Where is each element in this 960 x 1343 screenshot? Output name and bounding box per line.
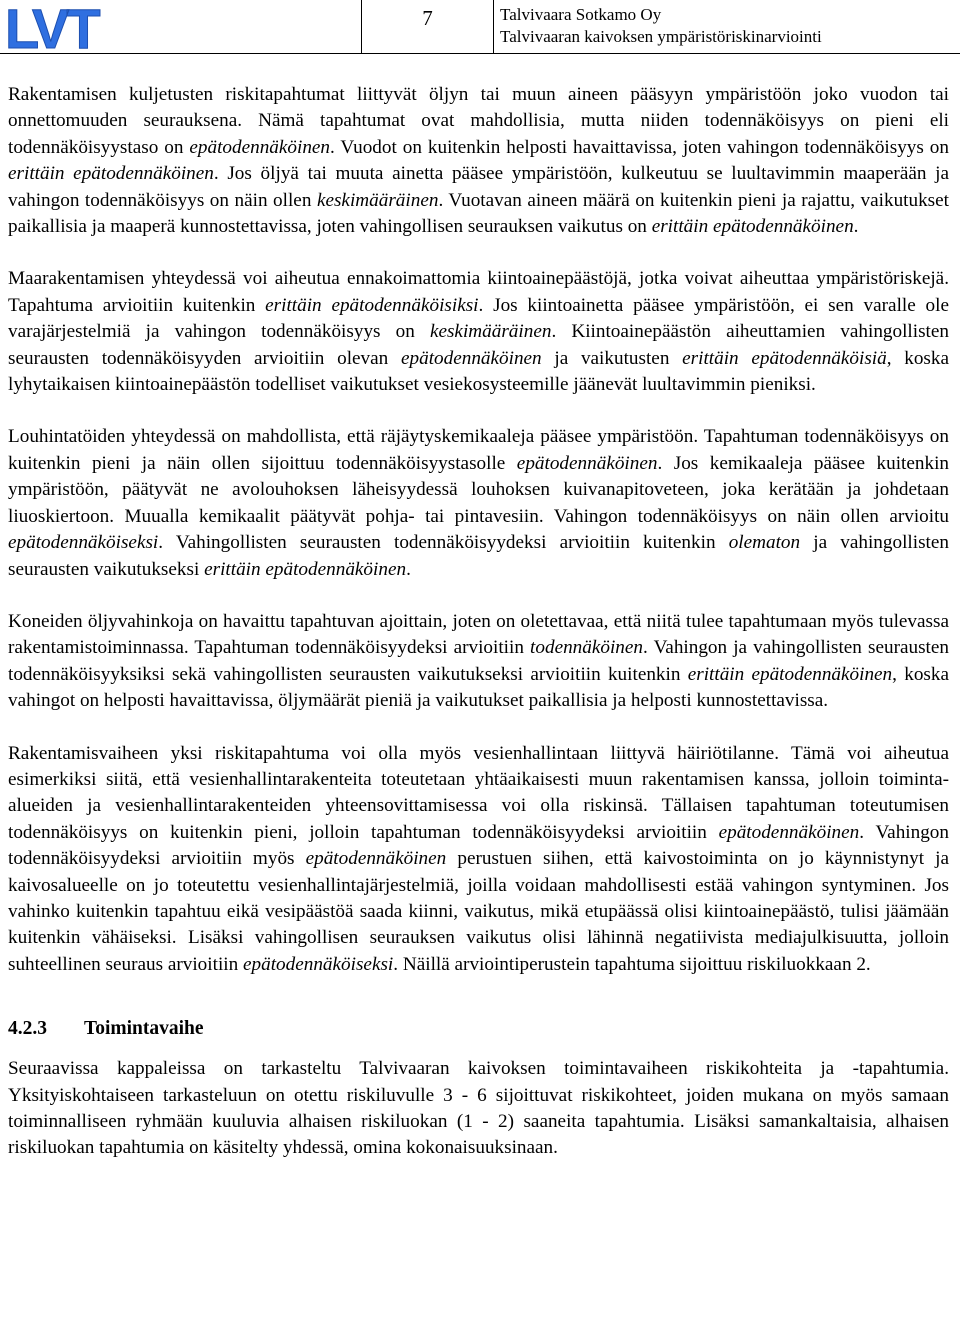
italic-term: keskimääräinen: [429, 321, 552, 343]
header-title-block: [494, 0, 960, 54]
text-run: Rakentamisen kuljetusten riskitapahtumat liittyvät öljyn tai muun aineen pääsyyn ympäristöön joko vuodon tai onnettomuuden seurauksena. Nämä tapahtumat ovat mahdollisia, mutta niiden todennäköisyys on pieni eli todennäköisyystaso on: [8, 84, 949, 158]
italic-term: epätodennäköinen: [516, 452, 658, 474]
text-run: , koska lyhytaikaisen kiintoainepäästön todelliset vaikutukset vesiekosysteemille jäänevät luultavimmin pieniksi.: [8, 347, 950, 396]
text-run: Louhintatöiden yhteydessä on mahdollista, että räjäytyskemikaaleja pääsee ympäristöön. Tapahtuman todennäköisyys on kuitenkin pieni ja näin ollen sijoittuu todennäköisyystasolle: [8, 426, 949, 474]
section-paragraph: Seuraavissa kappaleissa on tarkasteltu Talvivaaran kaivoksen toimintavaiheen riskikohteita ja -tapahtumia. Yksityiskohtaiseen tarkasteluun on otettu riskiluvulle 3 - 6 sijoittuvat riskikohteet, joiden mukana on myös samaan toiminnalliseen ryhmään kuuluvia alhaisen riskiluokan (1 - 2) saaneita tapahtumia. Lisäksi samankaltaisia, alhaisen riskiluokan tapahtumia on käsitelty yhdessä, omina kokonaisuuksinaan.: [8, 1058, 949, 1159]
italic-term: epätodennäköiseksi: [243, 953, 394, 975]
italic-term: epätodennäköinen: [189, 136, 331, 158]
body-paragraph: [8, 266, 949, 398]
italic-term: todennäköinen: [530, 637, 644, 659]
body-paragraph: [8, 741, 949, 979]
text-run: ja vaikutusten: [541, 347, 683, 369]
text-run: . Jos kiintoainetta pääsee ympäristöön, ei sen varalle ole varajärjestelmiä ja vahingon todennäköisyys on: [8, 294, 949, 343]
lvt-logo-text: LVT: [5, 2, 98, 52]
text-run: .: [406, 558, 411, 580]
italic-term: erittäin epätodennäköinen: [651, 216, 854, 238]
italic-term: erittäin epätodennäköinen: [687, 663, 893, 685]
section-number: 4.2.3: [8, 1018, 47, 1040]
page-header: [0, 0, 960, 54]
lvt-logo: [3, 2, 131, 52]
paragraphs: [8, 82, 949, 978]
body-paragraph: [8, 82, 949, 240]
body-paragraph: [8, 609, 949, 715]
text-run: . Vuotavan aineen määrä on kuitenkin pieni ja rajattu, vaikutukset paikallisia ja maaperä kunnostettavissa, joten vahingollisen seurauksen vaikutus on: [8, 189, 949, 238]
text-run: Maarakentamisen yhteydessä voi aiheutua ennakoimattomia kiintoainepäästöjä, jotka voivat aiheuttaa ympäristöriskejä. Tapahtuma arvioitiin kuitenkin: [8, 268, 949, 316]
italic-term: olematon: [728, 532, 801, 554]
italic-term: epätodennäköinen: [305, 848, 447, 870]
logo-cell: [0, 0, 362, 54]
text-run: .: [853, 216, 859, 238]
text-run: . Vahingon todennäköisyydeksi arvioitiin myös: [8, 821, 949, 870]
text-run: . Jos öljyä tai muuta ainetta pääsee ympäristöön, kulkeutuu se luultavimmin maaperään ja vahingon todennäköisyys on näin ollen: [8, 163, 949, 211]
italic-term: erittäin epätodennäköisiä: [682, 347, 887, 369]
company-name: Talvivaara Sotkamo Oy: [500, 5, 662, 24]
text-run: Koneiden öljyvahinkoja on havaittu tapahtuvan ajoittain, joten on oletettavaa, että niitä tulee tapahtumaan myös tulevassa rakentamistoiminnassa. Tapahtuman todennäköisyydeksi arvioitiin: [8, 610, 949, 659]
italic-term: epätodennäköinen: [718, 821, 860, 843]
text-run: . Näillä arviointiperustein tapahtuma sijoittuu riskiluokkaan 2.: [393, 953, 871, 975]
text-run: . Kiintoainepäästön aiheuttamien vahingollisten seurausten todennäköisyyden arvioitiin olevan: [8, 321, 950, 369]
italic-term: erittäin epätodennäköinen: [204, 558, 407, 580]
text-run: ja vahingollisten seurausten vaikutukseksi: [8, 532, 949, 580]
section-title: Toimintavaihe: [84, 1018, 204, 1040]
italic-term: epätodennäköinen: [400, 347, 542, 369]
italic-term: erittäin epätodennäköisiksi: [265, 294, 479, 316]
italic-term: erittäin epätodennäköinen: [8, 163, 214, 185]
document-body: [8, 82, 949, 1188]
text-run: , koska vahingot on helposti havaittavissa, öljymäärät pieniä ja vaikutukset paikallisia ja helposti kunnostettavissa.: [8, 663, 949, 712]
page-number: 7: [362, 0, 494, 54]
body-paragraph: [8, 424, 949, 582]
text-run: . Jos kemikaaleja pääsee kuitenkin ympäristöön, päätyvät ne avolouhoksen läheisyydessä louhoksen kuivanapitoveteen, joka kerätään ja johdetaan liuoskiertoon. Muualla kemikaalit päätyvät pohja- tai pintavesiin. Vahingon todennäköisyys on näin ollen arvioitu: [8, 452, 949, 527]
italic-term: epätodennäköiseksi: [8, 532, 159, 554]
text-run: . Vahingon ja vahingollisten seurausten todennäköisyyksiksi sekä vahingollisten seurausten vaikutukseksi arvioitiin kuitenkin: [8, 637, 949, 685]
text-run: Rakentamisvaiheen yksi riskitapahtuma voi olla myös vesienhallintaan liittyvä häiriötilanne. Tämä voi aiheutua esimerkiksi siitä, että vesienhallintarakenteita toteutetaan yhtäaikaisesti muun rakentamisen kanssa, jolloin toiminta-alueiden ja vesienhallintarakenteiden yhteensovittamisessa voi olla riskinsä. Tällaisen tapahtuman toteutumisen todennäköisyys on kuitenkin pieni, jolloin tapahtuman todennäköisyydeksi arvioitiin: [8, 742, 949, 843]
document-title: Talvivaaran kaivoksen ympäristöriskinarviointi: [500, 27, 822, 46]
text-run: . Vuodot on kuitenkin helposti havaittavissa, joten vahingon todennäköisyys on: [330, 136, 949, 158]
text-run: . Vahingollisten seurausten todennäköisyydeksi arvioitiin kuitenkin: [158, 532, 729, 554]
text-run: perustuen siihen, että kaivostoiminta on jo käynnistynyt ja kaivosalueelle on jo toteutettu vesienhallintajärjestelmiä, joilla voidaan mahdollisesti estää vahingon syntyminen. Jos vahinko kuitenkin tapahtuu eikä vesipäästöä saada kiinni, vaikutus, mikä etupäässä olisi kiintoainepäästö, tulisi jäämään kuitenkin vähäiseksi. Lisäksi vahingollisen seurauksen vaikutus olisi lähinnä negatiivista mediajulkisuutta, jolloin suhteellinen seuraus arvioitiin: [8, 848, 949, 975]
italic-term: keskimääräinen: [316, 189, 439, 211]
section-heading: [8, 1018, 949, 1040]
